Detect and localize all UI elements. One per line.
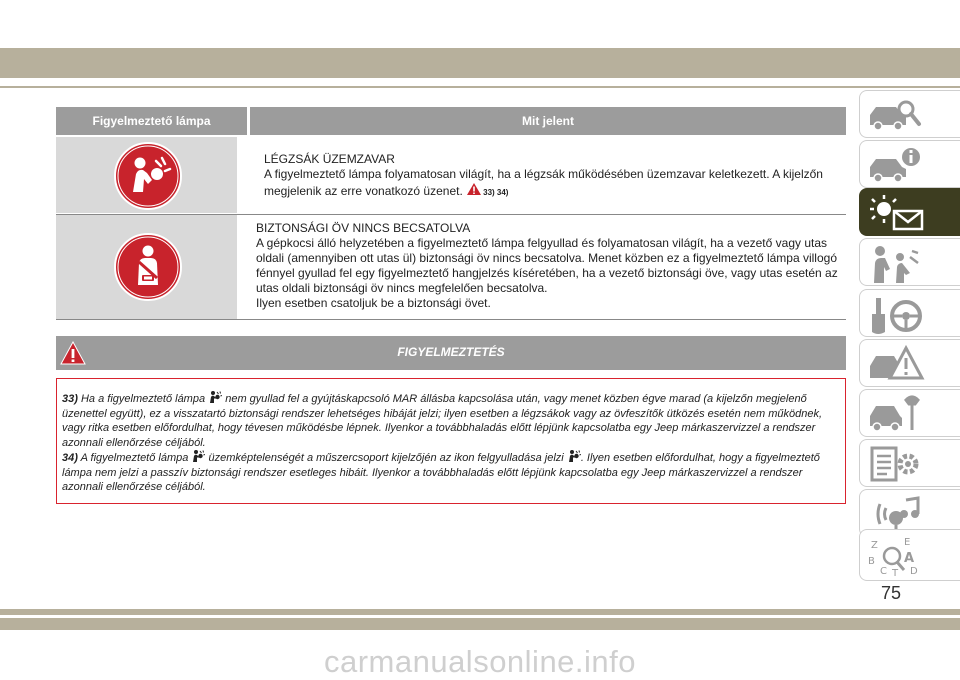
sidebar-tab-emergency[interactable] (859, 339, 960, 387)
spec-gear-icon (866, 444, 926, 484)
row-text: A gépkocsi álló helyzetében a figyelmeztető lámpa felgyullad és folyamatosan világít, ha a vezető vagy utas oldali (amennyiben ott utas ül) biztonsági öv nincs becsatolva. Menet közben ez a figyelmeztető lámpa villogó fénnyel gyullad fel egy figyelmeztető hangjelzés kíséretében, ha a vezető biztonsági öve, vagy utas esetén az utas oldali biztonsági öv nincs megfelelően becsatolva. (256, 236, 838, 295)
sidebar-tab-specifications[interactable] (859, 439, 960, 487)
icon-cell (56, 215, 237, 319)
row-divider (56, 319, 846, 320)
note-text: . Ilyen esetben előfordulhat, hogy a figyelmeztető lámpa nem jelzi a passzív biztonsági rendszer esetleges hibáit. Ilyenkor a továbbhaladás előtt lépjünk kapcsolatba egy Jeep márkaszervizzel a rendszer azonnali ellenőrzése céljából. (62, 452, 820, 493)
row-text-advice: Ilyen esetben csatoljuk be a biztonsági övet. (256, 296, 491, 310)
row-title: BIZTONSÁGI ÖV NINCS BECSATOLVA (256, 221, 471, 235)
sidebar-tab-warning-lights[interactable] (859, 188, 960, 236)
bottom-decor-band (0, 609, 960, 615)
airbag-warning-icon (112, 140, 184, 212)
alphabet-index-icon (866, 534, 926, 580)
warning-paragraph-33 (62, 390, 842, 450)
sidebar-tab-car-info[interactable] (859, 140, 960, 188)
note-number: 33) (62, 393, 78, 405)
svg-text:E: E (904, 537, 911, 548)
top-decor-line (0, 86, 960, 88)
seatbelt-warning-icon (112, 231, 184, 303)
svg-text:Z: Z (871, 540, 878, 551)
warning-paragraph-34 (62, 449, 842, 495)
column-header-lamp: Figyelmeztető lámpa (56, 107, 247, 135)
watermark: carmanualsonline.info (323, 644, 637, 679)
top-decor-band (0, 48, 960, 78)
row-description (264, 152, 849, 200)
reference-numbers: 33) 34) (483, 188, 509, 197)
car-info-icon (866, 145, 926, 185)
note-text: üzemképtelenségét a műszercsoport kijelzőjén az ikon felgyulladása jelzi (208, 452, 564, 464)
steering-key-icon (866, 294, 926, 338)
airbag-small-icon (191, 449, 205, 463)
table-row (56, 137, 846, 213)
svg-text:A: A (904, 551, 915, 566)
road-hazard-icon (866, 344, 926, 384)
row-text: A figyelmeztető lámpa folyamatosan világít, ha a légzsák működésében üzemzavar keletkezett. A kijelzőn megjelenik az erre vonatkozó üzenet. (264, 167, 823, 198)
svg-text:B: B (868, 556, 875, 567)
airbag-small-icon (208, 390, 222, 404)
warning-box (56, 378, 846, 504)
car-service-tools-icon (866, 394, 926, 434)
svg-text:C: C (880, 566, 887, 577)
svg-text:T: T (892, 568, 899, 579)
warning-title: FIGYELMEZTETÉS (397, 345, 505, 359)
svg-text:D: D (910, 566, 918, 577)
safety-passenger-icon (866, 243, 926, 287)
sidebar-tab-safety[interactable] (859, 238, 960, 286)
column-header-meaning: Mit jelent (250, 107, 846, 135)
warning-triangle-icon (466, 182, 482, 196)
bottom-decor-band (0, 618, 960, 630)
sidebar-tab-service[interactable] (859, 389, 960, 437)
row-description (256, 221, 841, 311)
note-number: 34) (62, 452, 78, 464)
note-text: Ha a figyelmeztető lámpa (80, 393, 206, 405)
icon-cell (56, 137, 237, 213)
page-number: 75 (880, 583, 902, 603)
table-row (56, 215, 846, 319)
row-title: LÉGZSÁK ÜZEMZAVAR (264, 152, 395, 166)
warning-header (56, 336, 846, 370)
sidebar-tab-index[interactable] (859, 529, 960, 581)
car-search-icon (866, 95, 926, 135)
note-text: A figyelmeztető lámpa (80, 452, 189, 464)
note-text: nem gyullad fel a gyújtáskapcsoló MAR állásba kapcsolása után, vagy menet közben égve marad (a kijelzőn megjelenő üzenettel együtt), ez a visszatartó biztonsági rendszer lehetséges hibáját jelzi; ilyen esetben a légzsákok vagy az övfeszítők ütközés esetén nem működnek, vagy ritka esetben előfordulhat, hogy tévesen működésbe lépnek. Ilyenkor a továbbhaladás előtt lépjünk kapcsolatba egy Jeep márkaszervizzel a rendszer azonnali ellenőrzése céljából. (62, 393, 823, 449)
airbag-small-icon (567, 449, 581, 463)
sidebar-tab-car-search[interactable] (859, 90, 960, 138)
sidebar-tab-starting-driving[interactable] (859, 289, 960, 337)
warning-light-message-icon (866, 193, 926, 233)
